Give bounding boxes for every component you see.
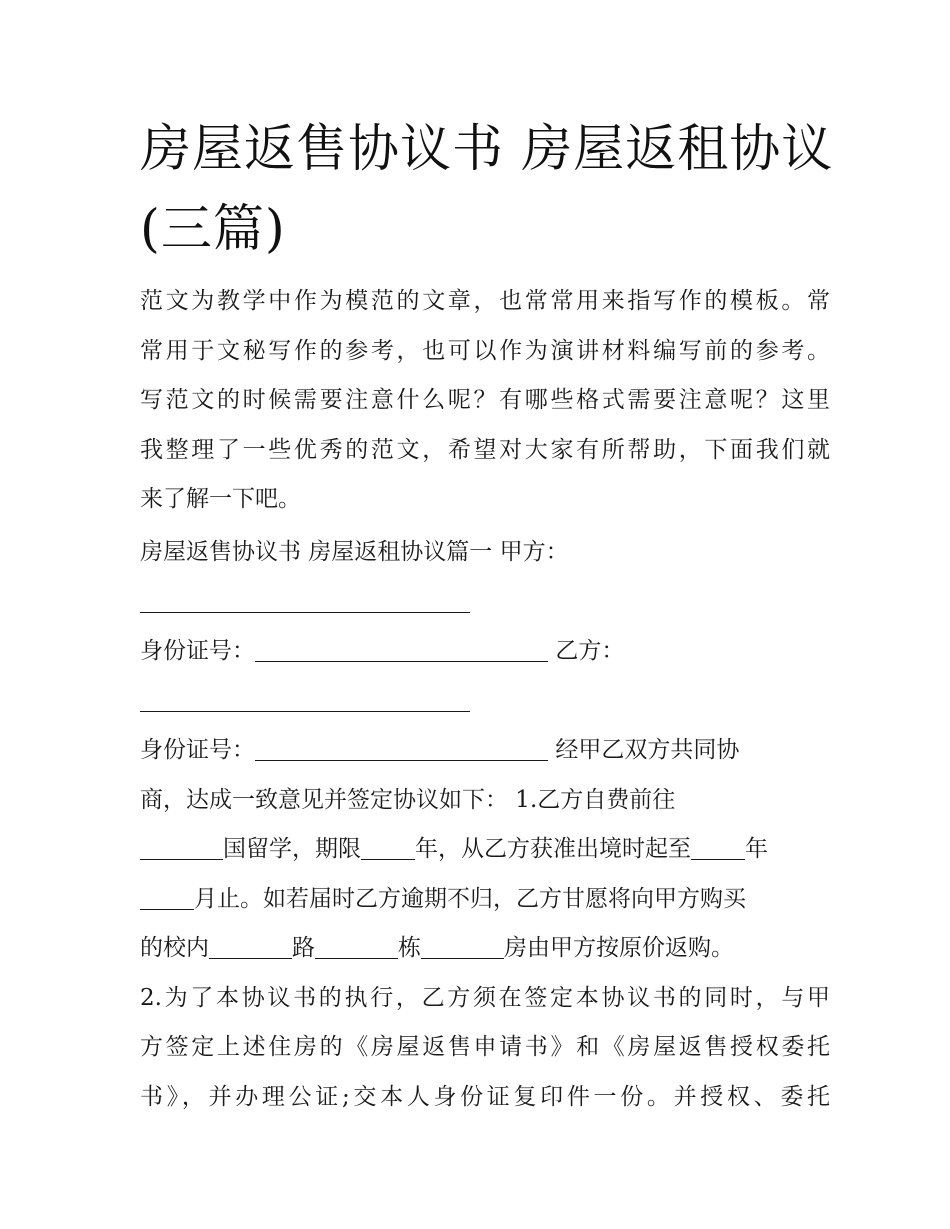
document-title — [140, 110, 834, 270]
blank-line-row — [140, 677, 830, 727]
end-month-blank — [140, 886, 194, 910]
party-b-id-blank — [255, 737, 548, 761]
clause1-text: 房由甲方按原价返购。 — [504, 935, 734, 961]
campus-blank — [209, 935, 292, 959]
clause1-text: 国留学，期限 — [223, 836, 361, 862]
id-label: 身份证号： — [140, 737, 255, 763]
intro-paragraph — [140, 277, 830, 525]
contract-body — [140, 528, 830, 1122]
country-blank — [140, 836, 223, 860]
years-blank — [361, 836, 415, 860]
intro-line: 我整理了一些优秀的范文，希望对大家有所帮助，下面我们就 — [140, 436, 830, 463]
id-label: 身份证号： — [140, 638, 255, 664]
contract-heading: 房屋返售协议书 房屋返租协议篇一 甲方： — [140, 539, 569, 565]
clause1-text: 月止。如若届时乙方逾期不归，乙方甘愿将向甲方购买 — [194, 885, 746, 912]
intro-line: 来了解一下吧。 — [140, 486, 301, 512]
blank-line-row — [140, 578, 830, 628]
party-b-name-blank — [140, 688, 470, 712]
clause2-line: 2.为了本协议书的执行，乙方须在签定本协议书的同时，与甲 — [140, 984, 830, 1011]
clause2-line: 书》，并办理公证;交本人身份证复印件一份。并授权、委托 — [140, 1083, 830, 1110]
clause1-text: 年，从乙方获准出境时起至 — [415, 836, 691, 862]
building-blank — [421, 935, 504, 959]
intro-line: 范文为教学中作为模范的文章，也常常用来指写作的模板。常 — [140, 288, 830, 314]
clause2-line: 方签定上述住房的《房屋返售申请书》和《房屋返售授权委托 — [140, 1034, 830, 1060]
consult-line: 商，达成一致意见并签定协议如下： 1.乙方自费前往 — [140, 786, 676, 813]
clause1-text: 年 — [745, 836, 768, 862]
title-line: (三篇) — [140, 200, 286, 259]
clause1-row — [140, 825, 830, 875]
consult-text: 经甲乙双方共同协 — [555, 737, 740, 763]
clause1-text: 路 — [292, 935, 315, 961]
end-year-blank — [691, 836, 745, 860]
title-line: 房屋返售协议书 房屋返租协议 — [140, 120, 834, 179]
clause1-row — [140, 924, 830, 974]
road-blank — [315, 935, 398, 959]
clause1-text: 的校内 — [140, 935, 209, 961]
party-a-id-blank — [255, 638, 548, 662]
party-a-name-blank — [140, 589, 470, 613]
party-b-label: 乙方： — [555, 638, 625, 664]
party-b-id-row — [140, 726, 830, 776]
intro-line: 常用于文秘写作的参考，也可以作为演讲材料编写前的参考。 — [140, 337, 830, 364]
party-a-id-row — [140, 627, 830, 677]
clause1-text: 栋 — [398, 935, 421, 961]
intro-line: 写范文的时候需要注意什么呢？有哪些格式需要注意呢？这里 — [140, 387, 830, 413]
clause1-row — [140, 875, 830, 925]
